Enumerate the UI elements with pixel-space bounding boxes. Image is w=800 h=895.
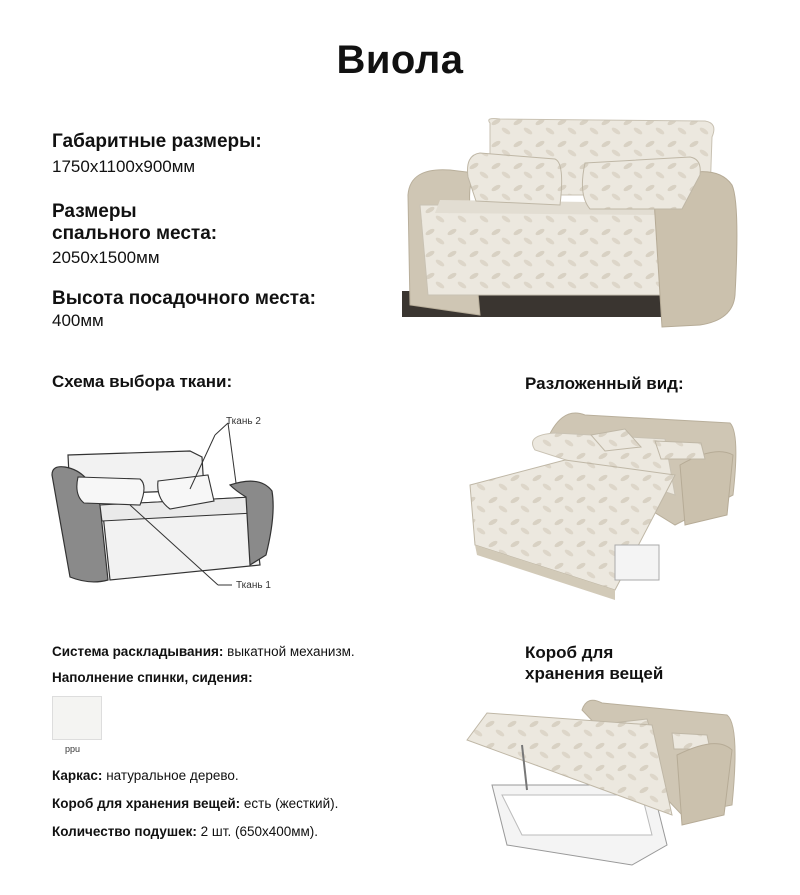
storage-title-2: хранения вещей (525, 664, 664, 683)
box-value: есть (жесткий). (240, 796, 339, 811)
mechanism-spec (52, 644, 355, 660)
filling-spec (52, 670, 253, 686)
seat-height-value: 400мм (52, 311, 104, 330)
storage-title-1: Короб для (525, 643, 614, 662)
ppu-swatch (52, 696, 102, 740)
frame-label: Каркас: (52, 768, 103, 783)
pillows-value: 2 шт. (650x400мм). (196, 824, 319, 839)
sleep-size-label-2: спального места: (52, 223, 218, 244)
fabric-scheme-title: Схема выбора ткани: (52, 372, 233, 391)
fabric-scheme-drawing (40, 405, 290, 605)
fabric-1-label: Ткань 1 (236, 580, 271, 591)
sleep-size-value: 2050x1500мм (52, 248, 160, 267)
mechanism-value: выкатной механизм. (223, 644, 355, 659)
mechanism-label: Система раскладывания: (52, 644, 224, 659)
sleep-size-label-1: Размеры (52, 201, 137, 222)
frame-value: натуральное дерево. (102, 768, 239, 783)
pillows-label: Количество подушек: (52, 824, 197, 839)
unfolded-sofa-photo (465, 405, 740, 600)
fabric-2-label: Ткань 2 (226, 416, 261, 427)
ppu-label: ppu (65, 744, 81, 754)
box-label: Короб для хранения вещей: (52, 796, 241, 811)
sofa-photo (380, 115, 740, 335)
pillows-spec (52, 824, 318, 840)
unfolded-view-title: Разложенный вид: (525, 374, 684, 393)
filling-label: Наполнение спинки, сидения: (52, 670, 253, 685)
overall-size-label: Габаритные размеры: (52, 131, 262, 152)
box-spec (52, 796, 338, 812)
frame-spec (52, 768, 239, 784)
overall-size-value: 1750x1100x900мм (52, 157, 196, 176)
page-title: Виола (336, 38, 464, 82)
seat-height-label: Высота посадочного места: (52, 288, 316, 309)
storage-sofa-photo (462, 695, 742, 870)
